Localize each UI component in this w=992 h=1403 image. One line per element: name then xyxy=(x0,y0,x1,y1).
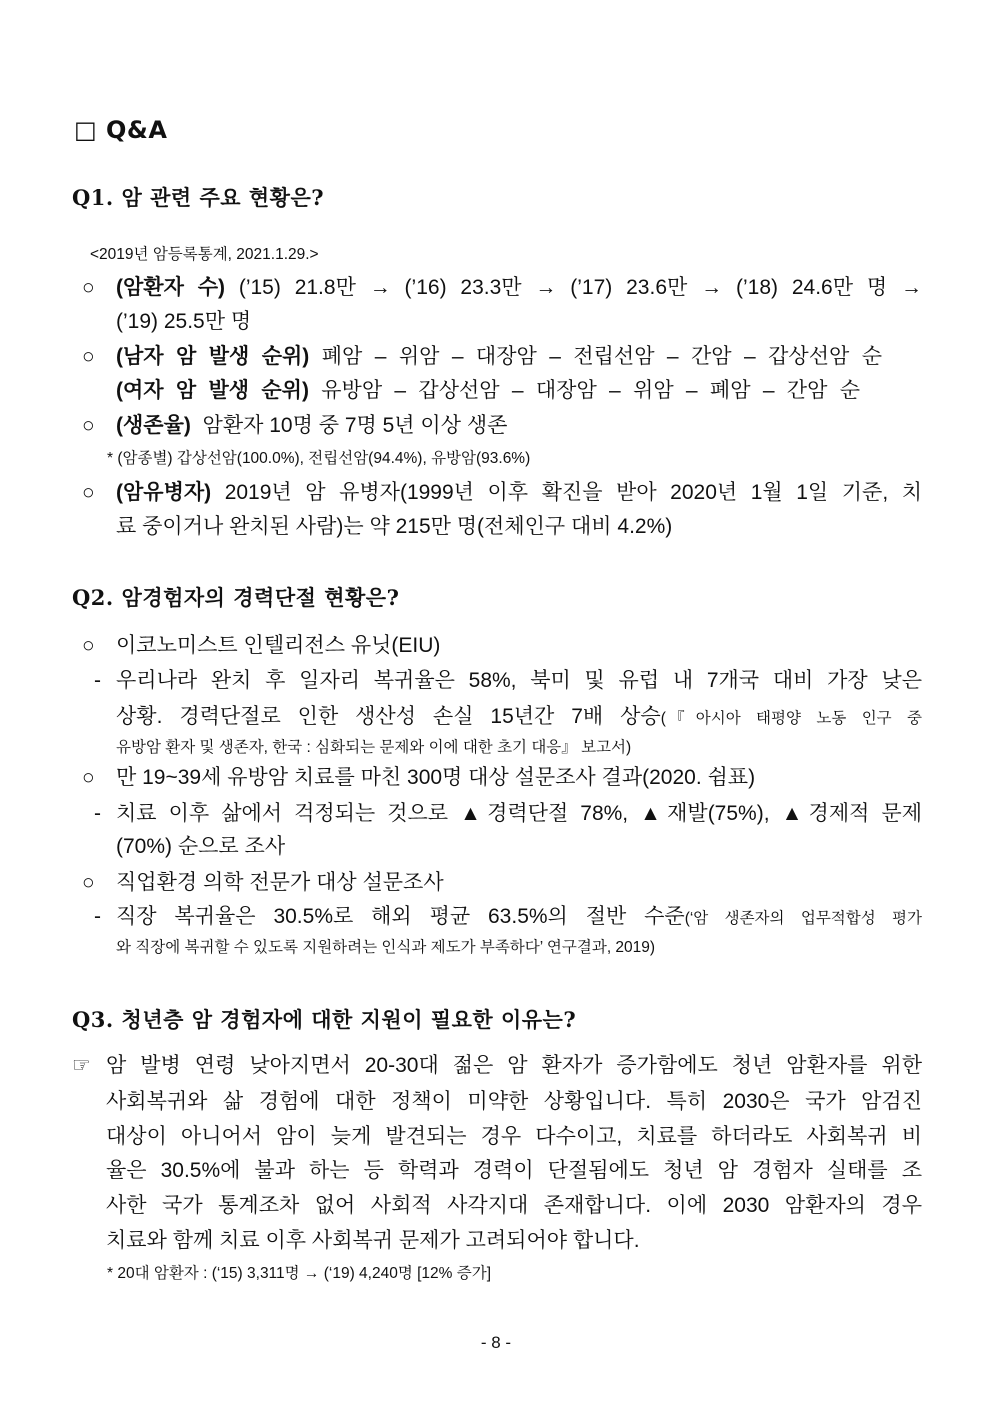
q1-item3: (생존율) 암환자 10명 중 7명 5년 이상 생존 xyxy=(116,414,508,437)
q3-line: 치료와 함께 치료 이후 사회복귀 문제가 고려되어야 합니다. xyxy=(106,1229,640,1252)
dash-bullet: - xyxy=(94,802,101,825)
q2-a1-dash1: 우리나라 완치 후 일자리 복귀율은 58%, 북미 및 유럽 내 7개국 대비 가장 낮은 xyxy=(116,669,922,692)
q3-line: 사한 국가 통계조차 없어 사회적 사각지대 존재합니다. 이에 2030 암환자의 경우 xyxy=(106,1194,922,1217)
q1-item4-line1: (암유병자) 2019년 암 유병자(1999년 이후 확진을 받아 2020년 1월 1일 기준, 치 xyxy=(116,481,922,504)
q2-title: Q2. 암경험자의 경력단절 현황은? xyxy=(72,585,400,610)
q1-item2-female: (여자 암 발생 순위) 유방암 – 갑상선암 – 대장암 – 위암 – 폐암 – 간암 순 xyxy=(116,379,860,402)
q2-a3-dash2: 와 직장에 복귀할 수 있도록 지원하려는 인식과 제도가 부족하다’ 연구결과, 2019) xyxy=(116,939,656,956)
section-title: □ Q&A xyxy=(74,116,168,144)
q2-a2-dash1: 치료 이후 삶에서 걱정되는 것으로 ▲경력단절 78%, ▲재발(75%), ▲경제적 문제 xyxy=(116,802,922,825)
pointing-hand-icon: ☞ xyxy=(72,1054,91,1077)
q2-a2-dash2: (70%) 순으로 조사 xyxy=(116,835,286,858)
q3-title: Q3. 청년층 암 경험자에 대한 지원이 필요한 이유는? xyxy=(72,1007,577,1032)
q1-item3-note: * (암종별) 갑상선암(100.0%), 전립선암(94.4%), 유방암(93.6%) xyxy=(107,450,531,467)
q2-a1: 이코노미스트 인텔리전스 유닛(EIU) xyxy=(116,634,441,657)
dash-bullet: - xyxy=(94,669,101,692)
circle-bullet-icon: ○ xyxy=(82,481,95,504)
q3-note: * 20대 암환자 : (‘15) 3,311명 → (‘19) 4,240명 [12% 증가] xyxy=(107,1265,492,1282)
q1-item4-line2: 료 중이거나 완치된 사람)는 약 215만 명(전체인구 대비 4.2%) xyxy=(116,515,673,538)
q1-item1-line2: (’19) 25.5만 명 xyxy=(116,310,252,333)
circle-bullet-icon: ○ xyxy=(82,634,95,657)
q3-line: 대상이 아니어서 암이 늦게 발견되는 경우 다수이고, 치료를 하더라도 사회복귀 비 xyxy=(106,1125,922,1148)
q1-item2-male: (남자 암 발생 순위) 폐암 – 위암 – 대장암 – 전립선암 – 간암 – 갑상선암 순 xyxy=(116,345,882,368)
q1-item1-line1: (암환자 수) (’15) 21.8만 → (’16) 23.3만 → (’17) 23.6만 → (’18) 24.6만 명 → xyxy=(116,276,922,299)
q3-line: 암 발병 연령 낮아지면서 20-30대 젊은 암 환자가 증가함에도 청년 암환자를 위한 xyxy=(106,1054,922,1077)
q2-a1-dash3: 유방암 환자 및 생존자, 한국 : 심화되는 문제와 이에 대한 초기 대응』 보고서) xyxy=(116,739,632,756)
q2-a1-dash2: 상황. 경력단절로 인한 생산성 손실 15년간 7배 상승(『아시아 태평양 노동 인구 중 xyxy=(116,705,922,728)
circle-bullet-icon: ○ xyxy=(82,766,95,789)
q2-a3: 직업환경 의학 전문가 대상 설문조사 xyxy=(116,871,444,894)
circle-bullet-icon: ○ xyxy=(82,345,95,368)
circle-bullet-icon: ○ xyxy=(82,414,95,437)
circle-bullet-icon: ○ xyxy=(82,276,95,299)
dash-bullet: - xyxy=(94,905,101,928)
q1-title: Q1. 암 관련 주요 현황은? xyxy=(72,185,325,210)
q2-a3-dash1: 직장 복귀율은 30.5%로 해외 평균 63.5%의 절반 수준(‘암 생존자의 업무적합성 평가 xyxy=(116,905,922,928)
q1-source: <2019년 암등록통계, 2021.1.29.> xyxy=(90,246,319,263)
q2-a2: 만 19~39세 유방암 치료를 마친 300명 대상 설문조사 결과(2020. 쉼표) xyxy=(116,766,756,789)
page-number: - 8 - xyxy=(480,1333,512,1352)
circle-bullet-icon: ○ xyxy=(82,871,95,894)
q3-line: 율은 30.5%에 불과 하는 등 학력과 경력이 단절됨에도 청년 암 경험자 실태를 조 xyxy=(106,1159,922,1182)
q3-line: 사회복귀와 삶 경험에 대한 정책이 미약한 상황입니다. 특히 2030은 국가 암검진 xyxy=(106,1090,922,1113)
